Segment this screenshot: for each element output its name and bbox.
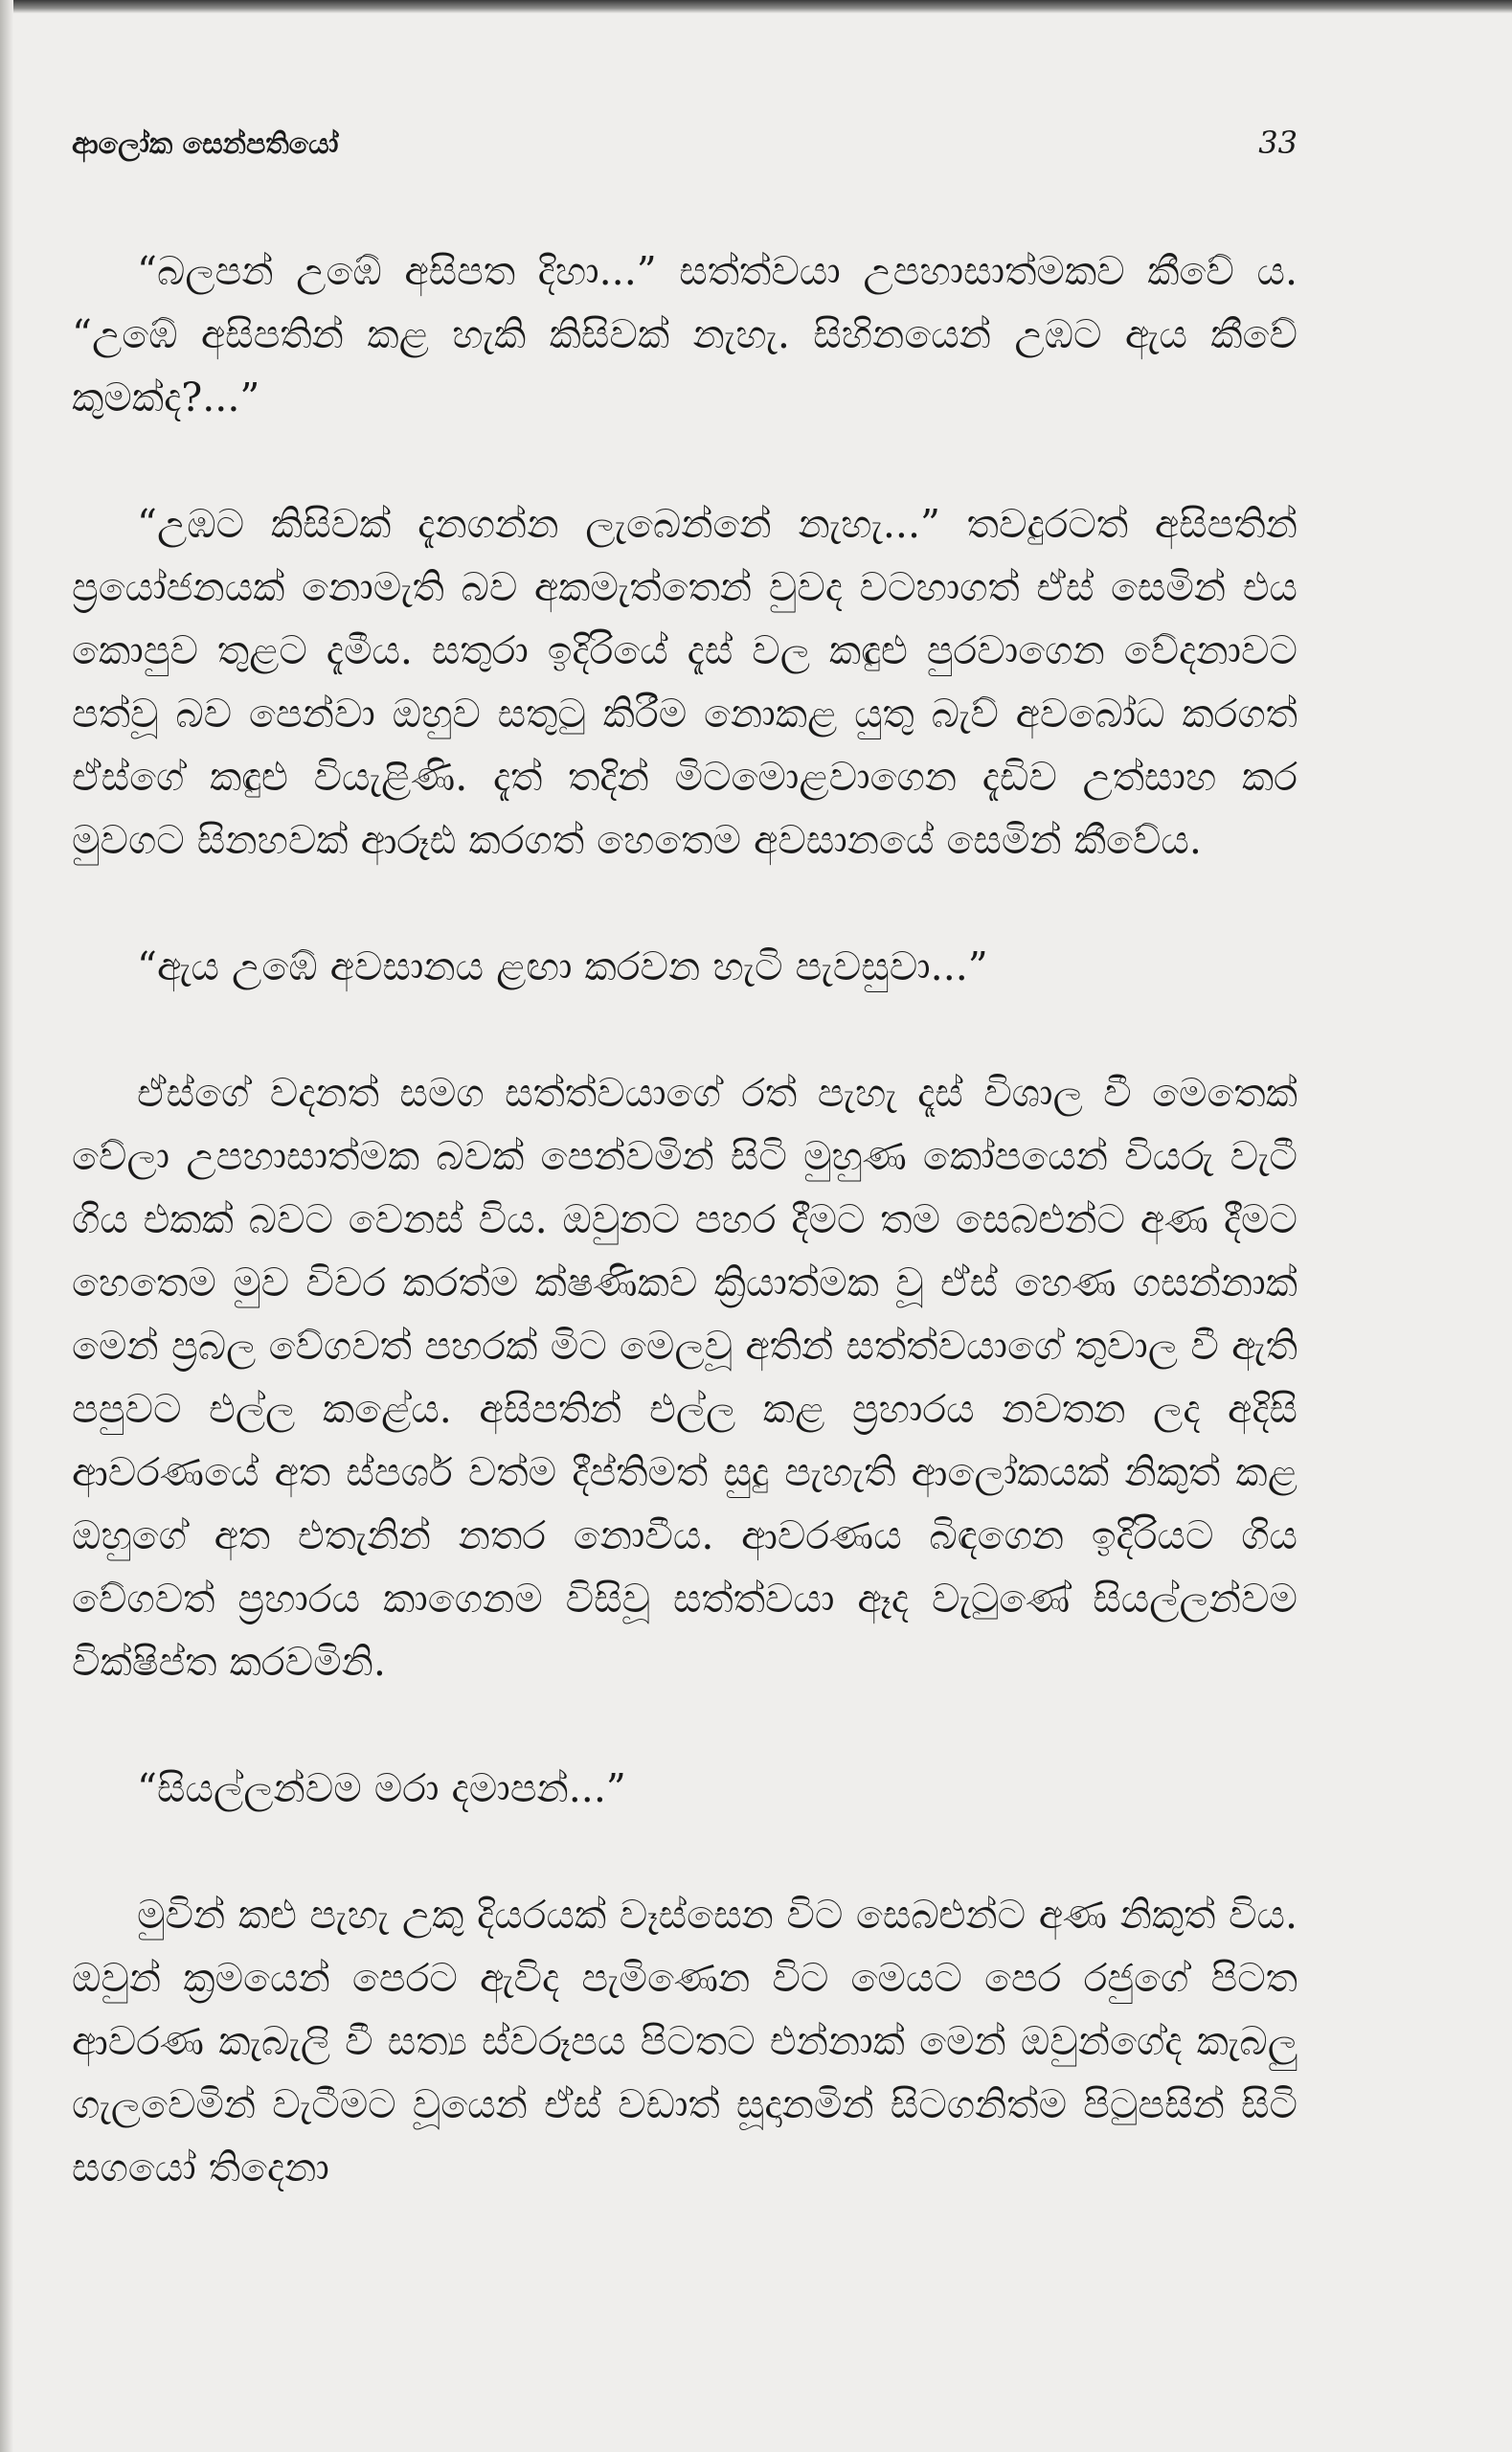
paragraph: ඒස්ගේ වදනත් සමග සත්ත්වයාගේ රත් පැහැ දෑස් විශාල වී මෙතෙක් වේලා උපහාසාත්මක බවක් පෙන්වමින් සිටි මුහුණ කෝපයෙන් වියරු වැටී ගිය එකක් බවට වෙනස් විය. ඔවුනට පහර දීමට තම සෙබළුන්ට අණ දීමට හෙතෙම මුව විවර කරත්ම ක්ෂණිකව ක්‍රියාත්මක වූ ඒස් හෙණ ගසන්නාක් මෙන් ප්‍රබල වේගවත් පහරක් මිට මෙලවූ අතින් සත්ත්වයාගේ තුවාල වී ඇති පපුවට එල්ල කළේය. අසිපතින් එල්ල කළ ප්‍රහාරය නවතන ලද අදිසි ආවරණයේ අත ස්පර්ශ වත්ම දීප්තිමත් සුදු පැහැති ආලෝකයක් නිකුත් කළ ඔහුගේ අත එතැනින් නතර නොවීය. ආවරණය බිඳගෙන ඉදිරියට ගිය වේගවත් ප්‍රහාරය කාගෙනම විසිවූ සත්ත්වයා ඈද වැටුණේ සියල්ලන්වම වික්ෂිප්ත කරවමිනි. [72, 1070, 1298, 1685]
book-page [72, 125, 1298, 2262]
binding-shadow [0, 0, 13, 2452]
paragraph: මුවින් කළු පැහැ උකු දියරයක් වෑස්සෙන විට සෙබළුන්ට අණ නිකුත් විය. ඔවුන් ක්‍රමයෙන් පෙරට ඇවිද පැමිණෙන විට මෙයට පෙර රජුගේ පිටත ආවරණ කැබැලි වී සත්‍ය ස්වරූපය පිටතට එන්නාක් මෙන් ඔවුන්ගේද කැබලු ගැලවෙමින් වැටීමට වූයෙන් ඒස් වඩාත් සූදානමින් සිටගනිත්ම පිටුපසින් සිටි සගයෝ තිදෙනා [72, 1892, 1298, 2191]
paragraph: “සියල්ලන්වම මරා දමාපන්...” [137, 1765, 626, 1811]
page-number: 33 [1258, 125, 1298, 161]
paragraph: “උඹට කිසිවක් දැනගන්න ලැබෙන්නේ නැහැ...” තවදුරටත් අසිපතින් ප්‍රයෝජනයක් නොමැති බව අකමැත්තෙන් වුවද වටහාගත් ඒස් සෙමින් එය කොපුව තුළට දැමීය. සතුරා ඉදිරියේ දැස් වල කඳුළු පුරවාගෙන වේදනාවට පත්වූ බව පෙන්වා ඔහුව සතුටු කිරීම නොකළ යුතු බැව් අවබෝධ කරගත් ඒස්ගේ කඳුළු වියැළිණි. දැත් තදින් මිටමොළවාගෙන දැඩිව උත්සාහ කර මුවගට සිනහවක් ආරූඪ කරගත් හෙතෙම අවසානයේ සෙමින් කීවේය. [72, 501, 1298, 863]
page-top-edge [0, 0, 1512, 13]
paragraph: “බලපන් උඹේ අසිපත දිහා...” සත්ත්වයා උපහාසාත්මකව කීවේ ය. “උඹේ අසිපතින් කළ හැකි කිසිවක් නැහැ. සිහිනයෙන් උඹට ඇය කීවේ කුමක්ද?...” [72, 248, 1298, 420]
paragraph: “ඇය උඹේ අවසානය ළඟා කරවන හැටි පැවසුවා...” [137, 943, 988, 989]
running-title: ආලෝක සෙන්පතියෝ [72, 127, 339, 161]
running-head [72, 125, 1298, 182]
body-text [72, 239, 1298, 2199]
